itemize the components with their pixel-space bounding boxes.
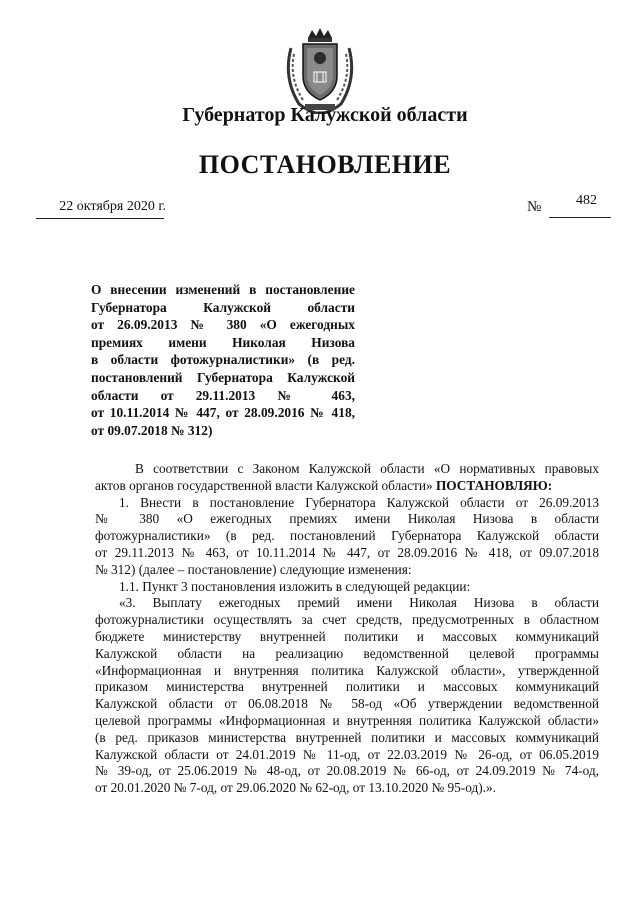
body-line: целевой программы «Информационная и внутренняя политика Калужской области» [95, 712, 599, 728]
body-line: Калужской области от 06.08.2018 № 58-од «Об утверждении ведомственной [95, 696, 599, 712]
document-body [95, 461, 599, 797]
resolve-keyword: ПОСТАНОВЛЯЮ: [435, 477, 553, 493]
body-line [95, 478, 599, 495]
document-date: 22 октября 2020 г. [59, 199, 166, 214]
subject-line: О внесении изменений в постановление [91, 282, 355, 297]
subject-line: в области фотожурналистики» (в ред. [91, 352, 355, 368]
subject-line: от 26.09.2013 № 380 «О ежегодных [91, 317, 355, 333]
body-line: Калужской области на реализацию ведомственной целевой программы [95, 645, 599, 661]
body-line: «Информационная и внутренняя политика Калужской области», утвержденной [95, 662, 599, 678]
coat-of-arms-icon [281, 28, 359, 114]
body-line: бюджете министерству внутренней политики и массовых коммуникаций [95, 628, 599, 644]
body-line: от 20.01.2020 № 7-од, от 29.06.2020 № 62-од, от 13.10.2020 № 95-од).». [95, 780, 496, 796]
document-subject [91, 281, 355, 439]
number-underline [549, 217, 611, 218]
subject-line: постановлений Губернатора Калужской [91, 369, 355, 385]
intro-text: актов органов государственной власти Калужской области» [95, 477, 433, 493]
document-type-heading: ПОСТАНОВЛЕНИЕ [198, 150, 452, 179]
subject-line: от 10.11.2014 № 447, от 28.09.2016 № 418, [91, 405, 355, 421]
subject-line: области от 29.11.2013 № 463, [91, 387, 355, 403]
body-line: (в ред. приказов министерства внутренней политики и массовых коммуникаций [95, 729, 599, 745]
subject-line: премиях имени Николая Низова [91, 334, 355, 350]
body-line: № 312) (далее – постановление) следующие изменения: [95, 561, 412, 577]
body-line: № 380 «О ежегодных премиях имени Николая Низова в области [95, 511, 599, 527]
body-line: Калужской области от 24.01.2019 № 11-од, от 22.03.2019 № 26-од, от 06.05.2019 [95, 746, 599, 762]
body-line: фотожурналистики осуществлять за счет средств, предусмотренных в областном [95, 612, 599, 628]
body-line: 1. Внести в постановление Губернатора Калужской области от 26.09.2013 [119, 494, 599, 510]
subject-line: от 09.07.2018 № 312) [91, 422, 213, 438]
body-line: 1.1. Пункт 3 постановления изложить в следующей редакции: [119, 578, 471, 594]
body-line: В соответствии с Законом Калужской области «О нормативных правовых [135, 461, 599, 476]
subject-line: Губернатора Калужской области [91, 299, 355, 315]
date-underline [36, 218, 164, 219]
document-number: 482 [576, 193, 597, 208]
number-sign: № [527, 199, 542, 215]
body-line: от 29.11.2013 № 463, от 10.11.2014 № 447, от 28.09.2016 № 418, от 09.07.2018 [95, 544, 599, 560]
body-line: фотожурналистики» (в ред. постановлений Губернатора Калужской области [95, 528, 599, 544]
body-line: «3. Выплату ежегодных премий имени Николая Низова в области [119, 595, 599, 611]
authority-title: Губернатор Калужской области [182, 104, 468, 126]
body-line: № 39-од, от 25.06.2019 № 48-од, от 20.08.2019 № 66-од, от 24.09.2019 № 74-од, [95, 763, 599, 779]
body-line: приказом министерства внутренней политики и массовых коммуникаций [95, 679, 599, 695]
